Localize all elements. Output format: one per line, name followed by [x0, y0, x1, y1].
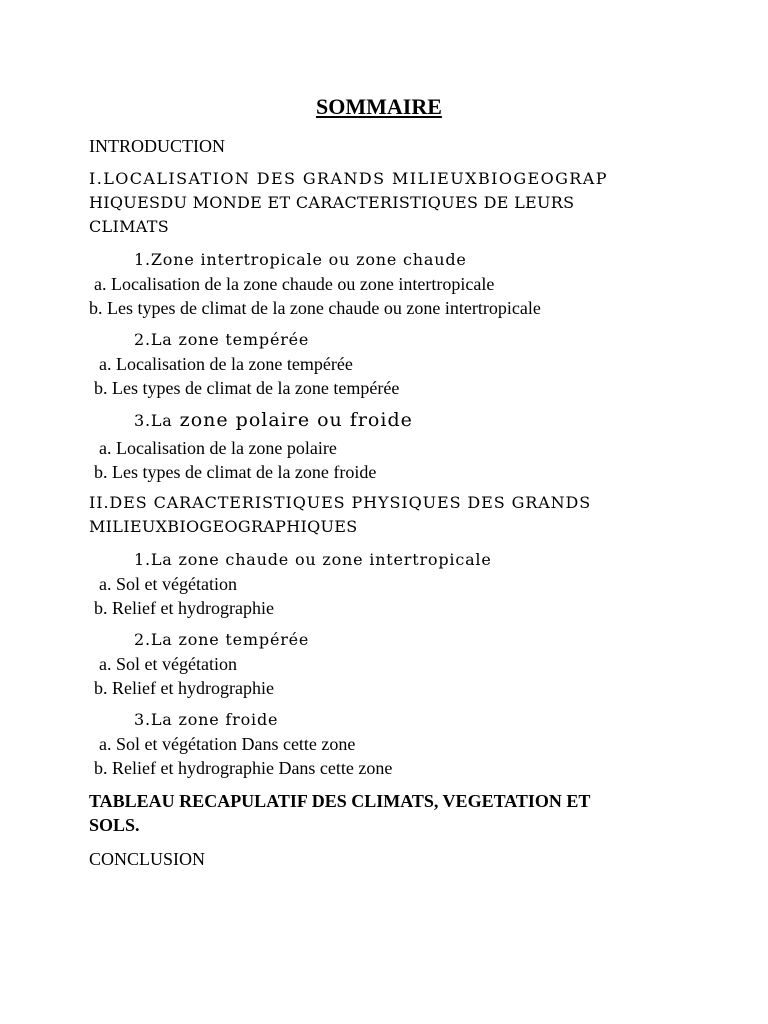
part2-section1-item-a: a. Sol et végétation	[99, 574, 237, 594]
part2-section3-heading: 3.La zone froide	[134, 710, 279, 729]
part2-heading-line2: MILIEUXBIOGEOGRAPHIQUES	[89, 517, 358, 536]
conclusion-entry: CONCLUSION	[89, 849, 206, 869]
part2-section2-heading: 2.La zone tempérée	[134, 630, 310, 649]
part1-section3-heading-prefix: 3.La	[134, 411, 173, 430]
part1-section3-heading	[134, 411, 413, 430]
part1-section3-item-a: a. Localisation de la zone polaire	[99, 438, 337, 458]
part1-section2-item-b: b. Les types de climat de la zone tempérée	[94, 378, 400, 398]
part2-heading-line1: II.DES CARACTERISTIQUES PHYSIQUES DES GRANDS	[89, 493, 592, 512]
part2-section2-item-a: a. Sol et végétation	[99, 654, 237, 674]
part1-heading-line2: HIQUESDU MONDE ET CARACTERISTIQUES DE LEURS	[89, 193, 575, 212]
part2-section3-item-a: a. Sol et végétation Dans cette zone	[99, 734, 356, 754]
part1-section1-heading: 1.Zone intertropicale ou zone chaude	[134, 250, 467, 269]
part1-section3-heading-rest: zone polaire ou froide	[172, 409, 413, 431]
part1-section2-item-a: a. Localisation de la zone tempérée	[99, 354, 353, 374]
summary-table-heading-line2: SOLS.	[89, 815, 140, 835]
part1-section1-item-a: a. Localisation de la zone chaude ou zone intertropicale	[94, 274, 495, 294]
part2-section3-item-b: b. Relief et hydrographie Dans cette zone	[94, 758, 393, 778]
part2-section1-heading: 1.La zone chaude ou zone intertropicale	[134, 550, 492, 569]
part2-section2-item-b: b. Relief et hydrographie	[94, 678, 274, 698]
part1-section2-heading: 2.La zone tempérée	[134, 330, 310, 349]
part1-heading-line1: I.LOCALISATION DES GRANDS MILIEUXBIOGEOGRAP	[89, 169, 608, 188]
part1-section1-item-b: b. Les types de climat de la zone chaude ou zone intertropicale	[89, 298, 541, 318]
page-title: SOMMAIRE	[316, 94, 442, 119]
part1-section3-item-b: b. Les types de climat de la zone froide	[94, 462, 377, 482]
part2-section1-item-b: b. Relief et hydrographie	[94, 598, 274, 618]
summary-table-heading-line1: TABLEAU RECAPULATIF DES CLIMATS, VEGETATION ET	[89, 791, 591, 811]
introduction-entry: INTRODUCTION	[89, 136, 225, 156]
part1-heading-line3: CLIMATS	[89, 217, 169, 236]
